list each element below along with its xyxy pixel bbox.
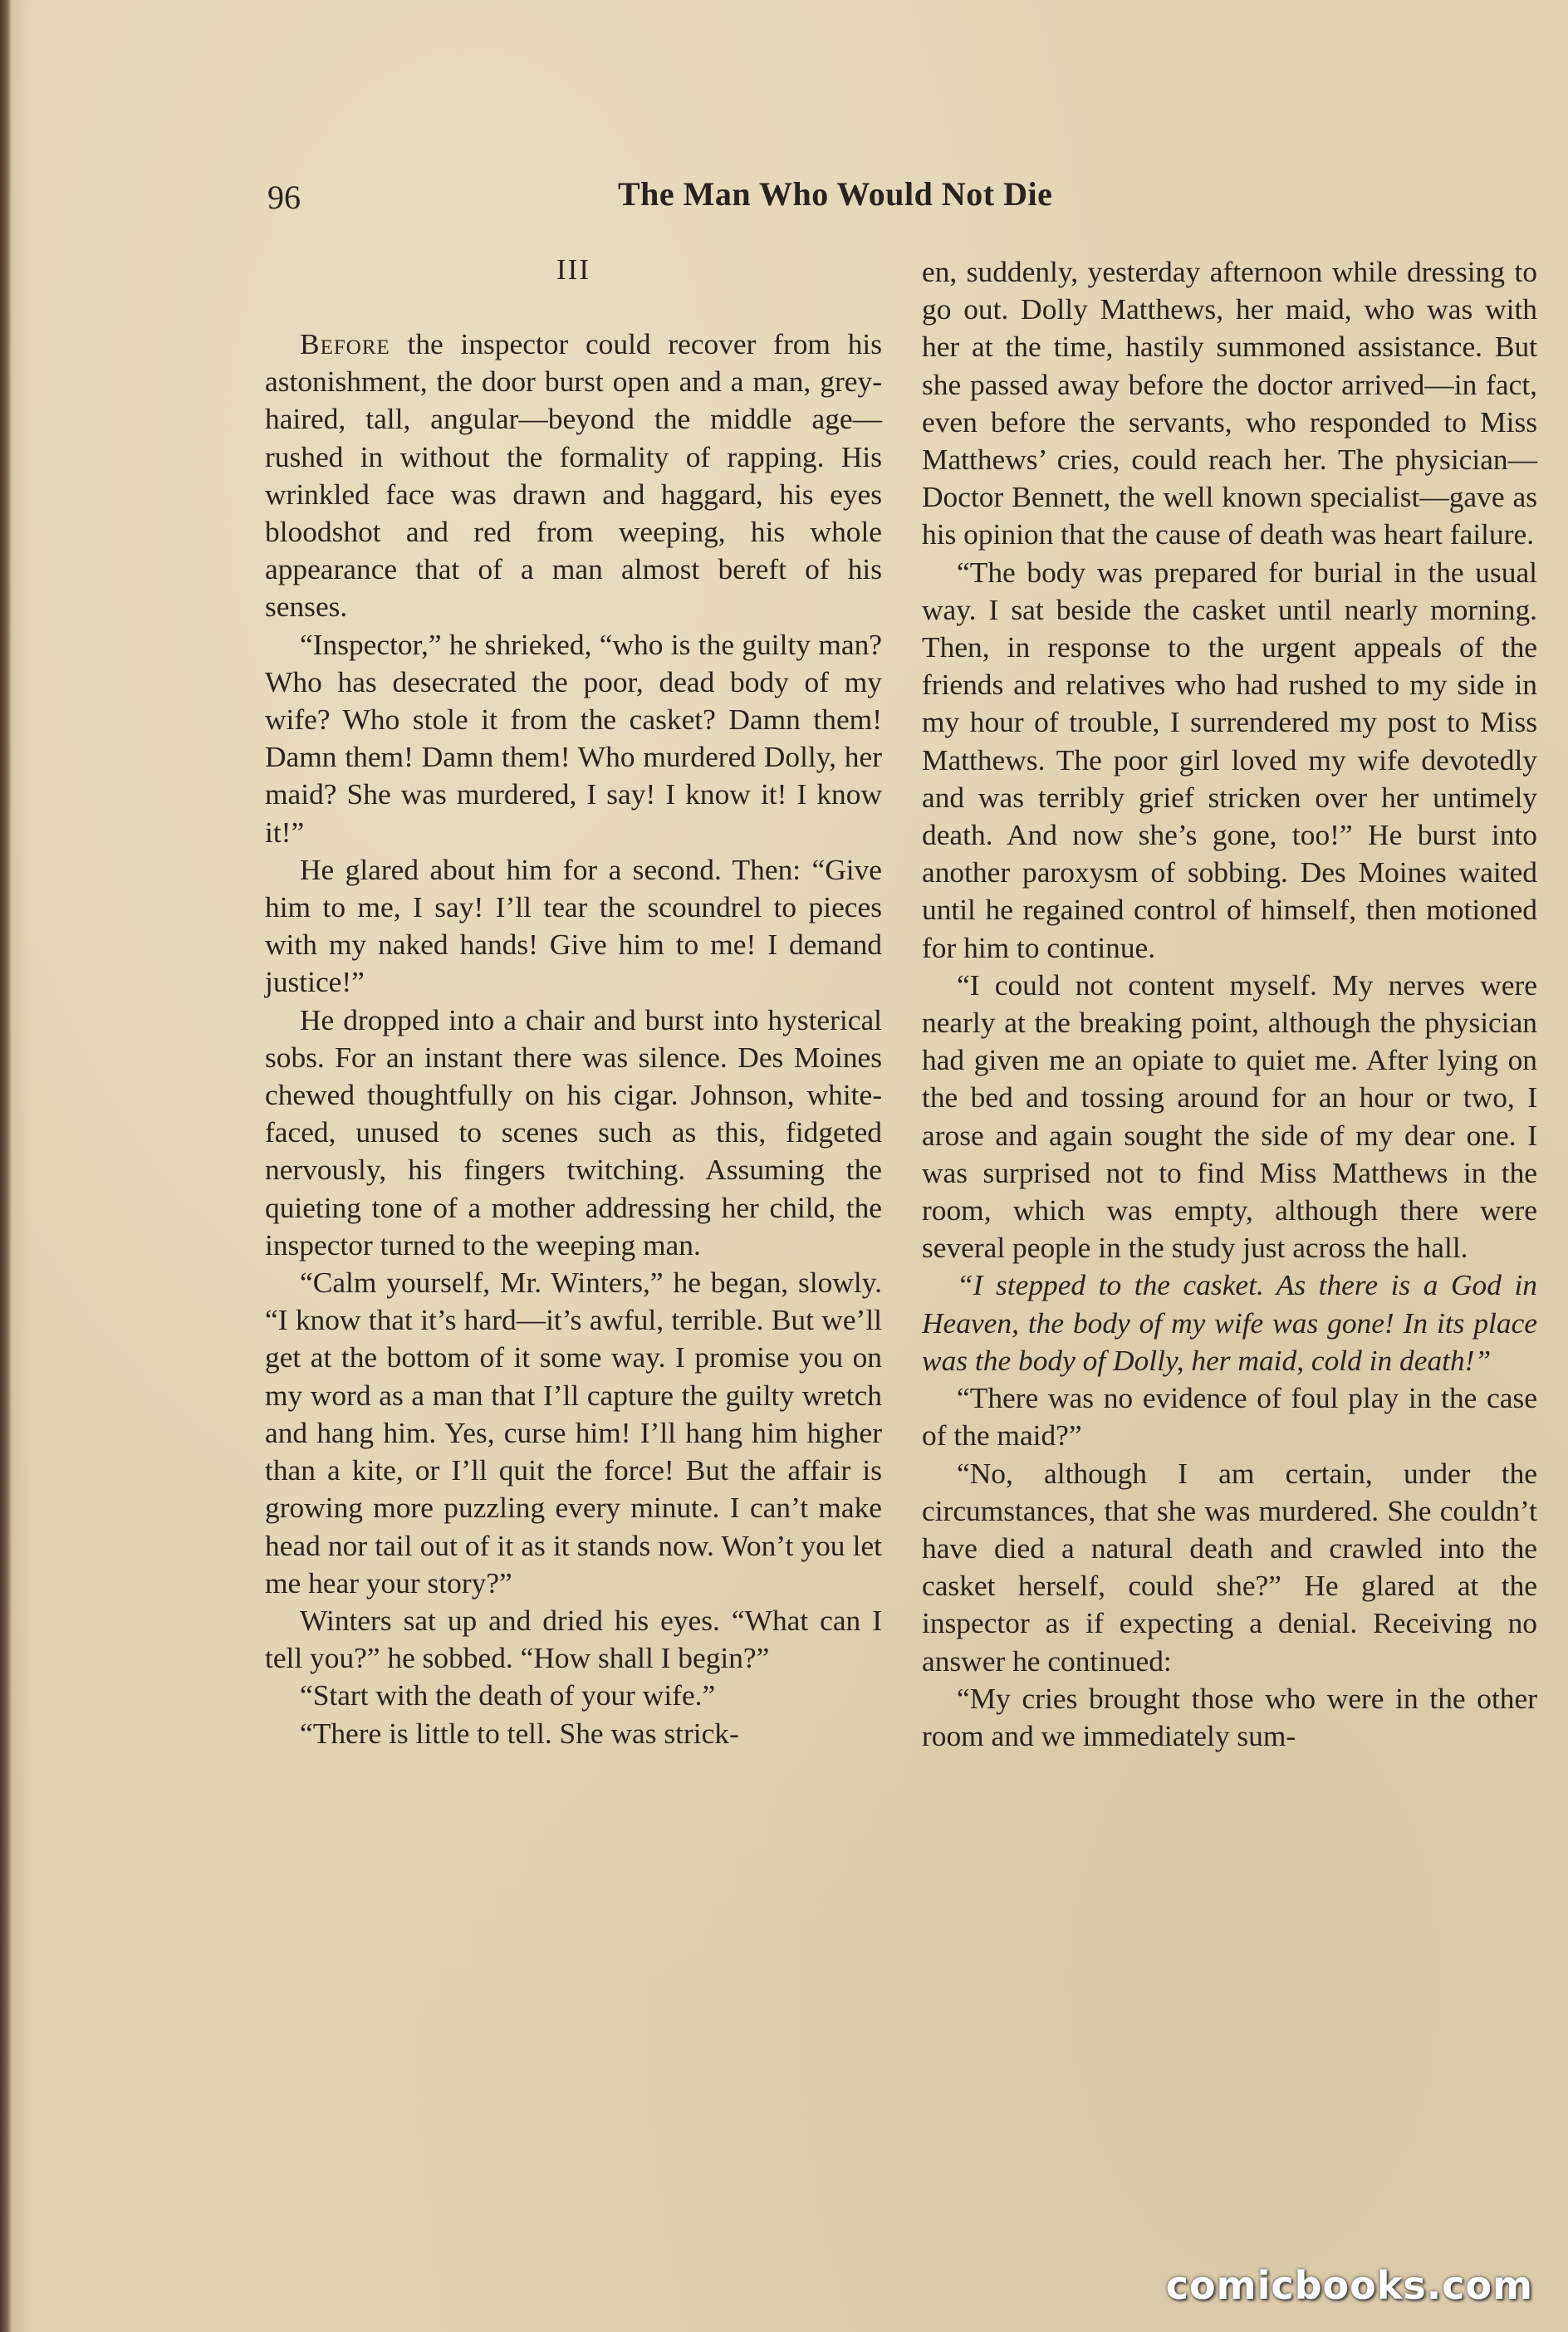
page-number: 96 [267,179,301,216]
right-column [922,253,1537,1755]
paragraph: “Calm yourself, Mr. Winters,” he began, slowly. “I know that it’s hard—it’s awful, terrible. But we’ll get at the bottom of it some way. I promise you on my word as a man that I’ll capture the guilty wretch and hang him. Yes, curse him! I’ll hang him higher than a kite, or I’ll quit the force! But the affair is growing more puzzling every minute. I can’t make head nor tail out of it as it stands now. Won’t you let me hear your story?” [265,1266,882,1600]
paragraph: “Start with the death of your wife.” [300,1678,716,1712]
paragraph-continued: en, suddenly, yesterday afternoon while dressing to go out. Dolly Matthews, her maid, who was with her at the time, hastily summoned assistance. But she passed away before the doctor arrived—in fact, even before the servants, who responded to Miss Matthews’ cries, could reach her. The physician—Doctor Bennett, the well known specialist—gave as his opinion that the cause of death was heart failure. [922,255,1537,551]
paragraph: “The body was prepared for burial in the usual way. I sat beside the casket until nearly morning. Then, in response to the urgent appeals of the friends and relatives who had rushed to my side in my hour of trouble, I surrendered my post to Miss Matthews. The poor girl loved my wife devotedly and was terribly grief stricken over her untimely death. And now she’s gone, too!” He burst into another paroxysm of sobbing. Des Moines waited until he regained control of himself, then motioned for him to continue. [922,555,1537,964]
paragraph-text: the inspector could recover from his astonishment, the door burst open and a man, grey-haired, tall, angular—beyond the middle age—rushed in without the formality of rapping. His wrinkled face was drawn and haggard, his eyes bloodshot and red from weeping, his whole appearance that of a man almost bereft of his senses. [265,327,882,624]
paragraph [265,326,882,626]
paragraph: “Inspector,” he shrieked, “who is the guilty man? Who has desecrated the poor, dead body of my wife? Who stole it from the casket? Damn them! Damn them! Damn them! Who murdered Dolly, her maid? She was murdered, I say! I know it! I know it!” [265,627,882,849]
book-spine-shadow [0,0,12,2332]
site-watermark: comicbooks.com [1165,2263,1533,2308]
paragraph: He dropped into a chair and burst into hysterical sobs. For an instant there was silence. Des Moines chewed thoughtfully on his cigar. Johnson, white-faced, unused to scenes such as this, fidgeted nervously, his fingers twitching. Assuming the quieting tone of a mother addressing her child, the inspector turned to the weeping man. [265,1002,882,1262]
paragraph: “I could not content myself. My nerves were nearly at the breaking point, although the physician had given me an opiate to quiet me. After lying on the bed and tossing around for an hour or two, I arose and again sought the side of my dear one. I was surprised not to find Miss Matthews in the room, which was empty, although there were several people in the study just across the hall. [922,968,1537,1265]
paragraph: “My cries brought those who were in the other room and we immediately sum- [922,1681,1537,1752]
paragraph: “No, although I am certain, under the circumstances, that she was murdered. She couldn’t have died a natural death and crawled into the casket herself, could she?” He glared at the inspector as if expecting a denial. Receiving no answer he continued: [922,1456,1537,1678]
paragraph: “There was no evidence of foul play in the case of the maid?” [922,1381,1537,1453]
paragraph: Winters sat up and dried his eyes. “What can I tell you?” he sobbed. “How shall I begin?” [265,1603,882,1675]
paragraph: He glared about him for a second. Then: “Give him to me, I say! I’ll tear the scoundrel to pieces with my naked hands! Give him to me! I demand justice!” [265,852,882,999]
paragraph: “There is little to tell. She was strick- [300,1716,739,1750]
drop-lead-word: Before [300,327,390,360]
section-heading: III [556,253,590,286]
italic-paragraph: “I stepped to the casket. As there is a God in Heaven, the body of my wife was gone! In its place was the body of Dolly, her maid, cold in death!” [922,1268,1537,1377]
running-title: The Man Who Would Not Die [618,175,1053,213]
left-column [265,251,882,1752]
